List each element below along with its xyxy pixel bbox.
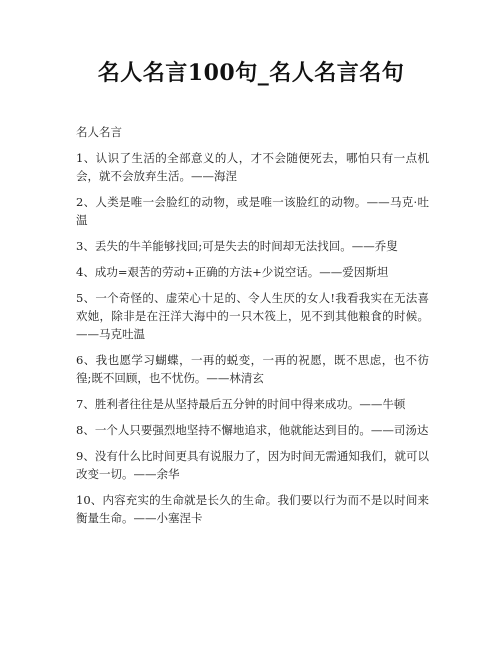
quote-8: 8、一个人只要强烈地坚持不懈地追求，他就能达到目的。——司汤达 (76, 423, 429, 437)
quote-9: 9、没有什么比时间更具有说服力了，因为时间无需通知我们，就可以改变一切。——余华 (76, 449, 429, 481)
quote-5: 5、一个奇怪的、虚荣心十足的、令人生厌的女人!我看我实在无法喜欢她，除非是在汪洋大海中的一只木筏上，见不到其他粮食的时候。——马克吐温 (76, 291, 429, 341)
document-body (76, 123, 429, 535)
quote-10: 10、内容充实的生命就是长久的生命。我们要以行为而不是以时间来衡量生命。——小塞涅卡 (76, 493, 429, 525)
quote-6: 6、我也愿学习蝴蝶，一再的蜕变，一再的祝愿，既不思虑，也不彷徨;既不回顾，也不忧伤。——林清玄 (76, 353, 429, 385)
quote-4: 4、成功=艰苦的劳动+正确的方法+少说空话。——爱因斯坦 (76, 265, 389, 279)
quote-2: 2、人类是唯一会脸红的动物，或是唯一该脸红的动物。——马克·吐温 (76, 195, 429, 227)
section-heading: 名人名言 (76, 125, 122, 139)
page-title: 名人名言100句_名人名言名句 (97, 60, 405, 86)
quote-3: 3、丢失的牛羊能够找回;可是失去的时间却无法找回。——乔叟 (76, 239, 398, 253)
quote-7: 7、胜利者往往是从坚持最后五分钟的时间中得来成功。——牛顿 (76, 397, 406, 411)
quote-1: 1、认识了生活的全部意义的人，才不会随便死去，哪怕只有一点机会，就不会放弃生活。——海涅 (76, 151, 429, 183)
